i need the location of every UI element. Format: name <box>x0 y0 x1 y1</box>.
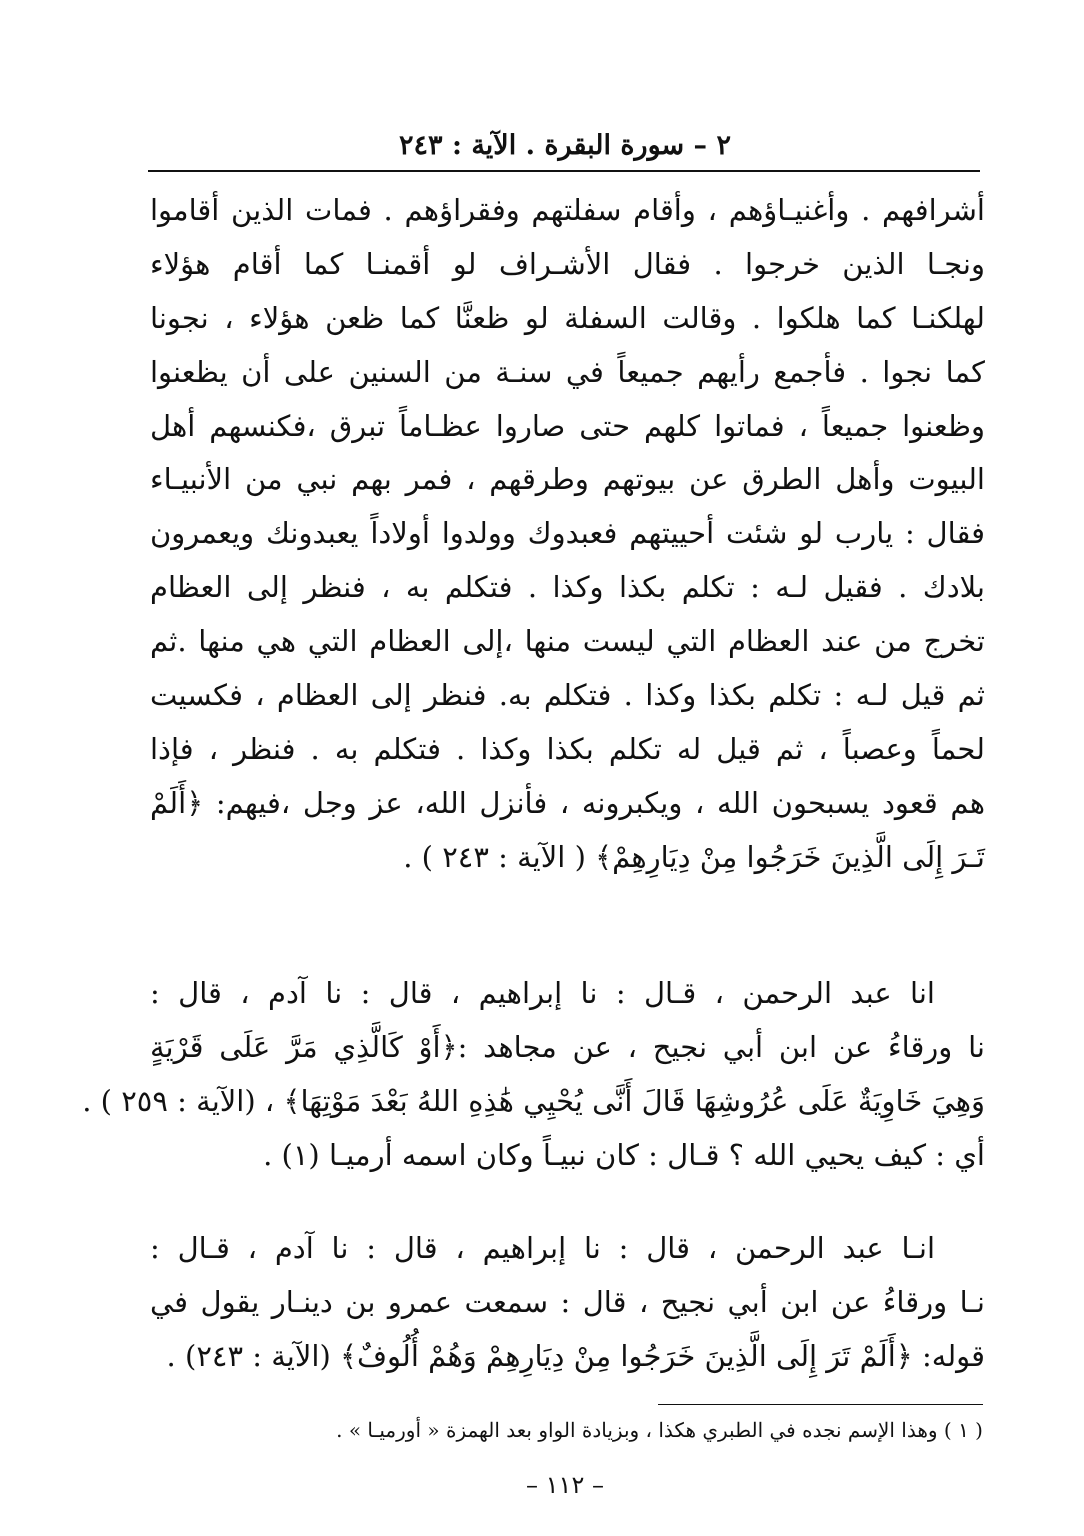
text-line: ونجـا الذين خرجوا . فقال الأشـراف لو أقمنـا كما أقام هؤلاء <box>150 246 985 281</box>
text-line: انـا عبد الرحمن ، قال : نا إبراهيم ، قال : نا آدم ، قـال : <box>150 1231 935 1265</box>
header-rule <box>148 170 980 172</box>
paragraph-2 <box>82 967 985 1183</box>
text-line: وظعنوا جميعاً ، فماتوا كلهم حتى صاروا عظـاماً تبرق ،فكنسهم أهل <box>150 408 985 443</box>
text-line: قوله: ﴿أَلَمْ تَرَ إِلَى الَّذِينَ خَرَجُوا مِنْ دِيَارِهِمْ وَهُمْ أُلُوفٌ﴾ (الآية : ٢٤٣) . <box>166 1338 985 1373</box>
text-line: بلادك . فقيل لـه : تكلم بكذا وكذا . فتكلم به ، فنظر إلى العظام <box>150 570 985 605</box>
text-line: نا ورقاءُ عن ابن أبي نجيح ، عن مجاهد :﴿أَوْ كَالَّذِي مَرَّ عَلَى قَرْيَةٍ <box>150 1029 985 1064</box>
text-line: وَهِيَ خَاوِيَةٌ عَلَى عُرُوشِهَا قَالَ أَنَّى يُحْيِي هَٰذِهِ اللهُ بَعْدَ مَوْتِهَا﴾ ، (الآية : ٢٥٩ ) . <box>82 1083 985 1118</box>
text-line: كما نجوا . فأجمع رأيهم جميعاً في سنـة من السنين على أن يظعنوا <box>150 354 985 389</box>
text-line: هم قعود يسبحون الله ، ويكبرونه ، فأنزل الله، عز وجل ،فيهم: ﴿أَلَمْ <box>150 785 985 820</box>
page-number: – ١١٢ – <box>526 1471 604 1499</box>
text-line: ثم قيل لـه : تكلم بكذا وكذا . فتكلم به. فنظر إلى العظام ، فكسيت <box>150 678 985 713</box>
text-line: تخرج من عند العظام التي ليست منها ،إلى العظام التي هي منها .ثم <box>150 624 985 659</box>
paragraph-1 <box>150 184 985 885</box>
text-line: أشرافهم . وأغنيـاؤهم ، وأقام سفلتهم وفقراؤهم . فمات الذين أقاموا <box>150 193 985 227</box>
text-line: تَـرَ إِلَى الَّذِينَ خَرَجُوا مِنْ دِيَارِهِمْ﴾ ( الآية : ٢٤٣ ) . <box>403 839 985 874</box>
footnote-rule <box>658 1404 983 1405</box>
text-line: نـا ورقاءُ عن ابن أبي نجيح ، قال : سمعت عمرو بن دينـار يقول في <box>150 1284 985 1319</box>
text-line: أي : كيف يحيي الله ؟ قـال : كان نبيـاً وكان اسمه أرميـا (١) . <box>263 1137 985 1172</box>
paragraph-3 <box>150 1222 985 1384</box>
text-line: فقال : يارب لو شئت أحييتهم فعبدوك وولدوا أولاداً يعبدونك ويعمرون <box>150 516 985 551</box>
text-line: انا عبد الرحمن ، قـال : نا إبراهيم ، قال : نا آدم ، قال : <box>150 976 935 1010</box>
footnote: ( ١ ) وهذا الإسم نجده في الطبري هكذا ، وبزيادة الواو بعد الهمزة « أورميـا » . <box>336 1418 983 1442</box>
text-line: لحماً وعصباً ، ثم قيل له تكلم بكذا وكذا . فتكلم به . فنظر ، فإذا <box>150 731 985 766</box>
running-title: ٢ – سورة البقرة . الآية : ٢٤٣ <box>399 130 731 161</box>
text-line: البيوت وأهل الطرق عن بيوتهم وطرقهم ، فمر بهم نبي من الأنبيـاء <box>150 462 985 497</box>
text-line: لهلكنـا كما هلكوا . وقالت السفلة لو ظعنَّا كما ظعن هؤلاء ، نجونا <box>150 300 985 335</box>
